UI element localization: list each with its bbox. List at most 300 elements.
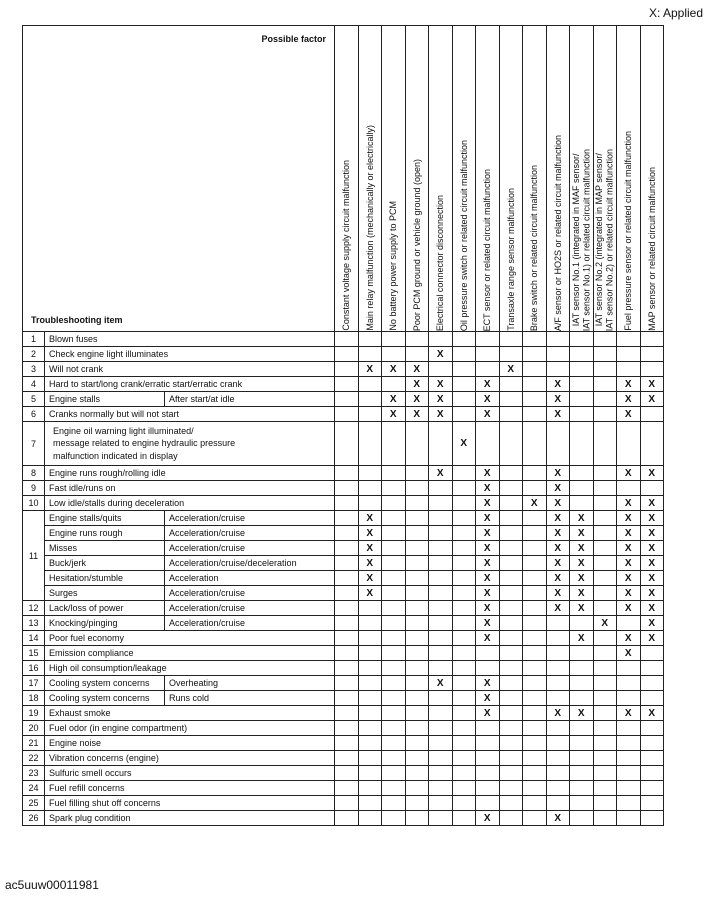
- empty-cell: [499, 571, 523, 586]
- troubleshooting-item: Fuel filling shut off concerns: [45, 796, 335, 811]
- factor-label-line: IAT sensor No.2 (integrated in MAP sensor/: [594, 153, 605, 327]
- empty-cell: [358, 481, 382, 496]
- troubleshooting-item: Engine stalls: [45, 392, 165, 407]
- empty-cell: [452, 541, 476, 556]
- empty-cell: [640, 811, 664, 826]
- applied-mark: X: [476, 571, 500, 586]
- empty-cell: [593, 466, 617, 481]
- applied-mark: X: [476, 586, 500, 601]
- empty-cell: [640, 407, 664, 422]
- empty-cell: [617, 661, 641, 676]
- empty-cell: [382, 571, 406, 586]
- empty-cell: [499, 661, 523, 676]
- item-number: 9: [23, 481, 45, 496]
- applied-mark: X: [405, 392, 429, 407]
- applied-mark: X: [358, 541, 382, 556]
- empty-cell: [523, 511, 547, 526]
- empty-cell: [452, 511, 476, 526]
- empty-cell: [476, 766, 500, 781]
- applied-mark: X: [640, 541, 664, 556]
- empty-cell: [640, 362, 664, 377]
- empty-cell: [593, 377, 617, 392]
- empty-cell: [523, 422, 547, 466]
- empty-cell: [358, 466, 382, 481]
- empty-cell: [358, 661, 382, 676]
- empty-cell: [570, 392, 594, 407]
- empty-cell: [405, 661, 429, 676]
- empty-cell: [335, 571, 359, 586]
- applied-mark: X: [476, 466, 500, 481]
- empty-cell: [499, 422, 523, 466]
- applied-mark: X: [617, 541, 641, 556]
- applied-mark: X: [358, 571, 382, 586]
- troubleshooting-item: Engine noise: [45, 736, 335, 751]
- empty-cell: [593, 601, 617, 616]
- applied-mark: X: [358, 362, 382, 377]
- factor-header: [429, 26, 453, 332]
- item-number: 4: [23, 377, 45, 392]
- table-row: [23, 466, 664, 481]
- empty-cell: [429, 571, 453, 586]
- factor-label: [459, 134, 469, 331]
- empty-cell: [640, 736, 664, 751]
- empty-cell: [358, 377, 382, 392]
- empty-cell: [382, 586, 406, 601]
- factor-label: [365, 119, 375, 331]
- empty-cell: [617, 332, 641, 347]
- empty-cell: [570, 721, 594, 736]
- troubleshooting-item: Low idle/stalls during deceleration: [45, 496, 335, 511]
- empty-cell: [593, 362, 617, 377]
- empty-cell: [523, 706, 547, 721]
- applied-mark: X: [382, 392, 406, 407]
- empty-cell: [335, 766, 359, 781]
- empty-cell: [358, 407, 382, 422]
- troubleshooting-item: Knocking/pinging: [45, 616, 165, 631]
- empty-cell: [570, 407, 594, 422]
- empty-cell: [382, 377, 406, 392]
- empty-cell: [429, 661, 453, 676]
- troubleshooting-item: Cranks normally but will not start: [45, 407, 335, 422]
- factor-header: [570, 26, 594, 332]
- item-condition: Acceleration/cruise/deceleration: [165, 556, 335, 571]
- factor-header: [452, 26, 476, 332]
- empty-cell: [523, 526, 547, 541]
- factor-label: [571, 143, 592, 331]
- empty-cell: [523, 691, 547, 706]
- factor-label-line: A/F sensor or HO2S or related circuit malfunction: [552, 134, 563, 331]
- empty-cell: [546, 347, 570, 362]
- troubleshooting-item: Check engine light illuminates: [45, 347, 335, 362]
- applied-mark: X: [570, 631, 594, 646]
- applied-mark: X: [358, 586, 382, 601]
- applied-mark: X: [546, 496, 570, 511]
- empty-cell: [452, 362, 476, 377]
- applied-mark: X: [640, 706, 664, 721]
- empty-cell: [617, 766, 641, 781]
- applied-mark: X: [546, 706, 570, 721]
- troubleshooting-item: Buck/jerk: [45, 556, 165, 571]
- applied-mark: X: [476, 392, 500, 407]
- empty-cell: [382, 481, 406, 496]
- factor-label: [594, 143, 615, 331]
- applied-mark: X: [429, 676, 453, 691]
- empty-cell: [382, 541, 406, 556]
- empty-cell: [476, 332, 500, 347]
- empty-cell: [405, 511, 429, 526]
- empty-cell: [476, 422, 500, 466]
- applied-mark: X: [570, 706, 594, 721]
- empty-cell: [382, 766, 406, 781]
- applied-mark: X: [617, 526, 641, 541]
- empty-cell: [405, 601, 429, 616]
- empty-cell: [452, 691, 476, 706]
- applied-mark: X: [523, 496, 547, 511]
- troubleshooting-item: High oil consumption/leakage: [45, 661, 335, 676]
- empty-cell: [382, 347, 406, 362]
- table-row: [23, 646, 664, 661]
- empty-cell: [429, 766, 453, 781]
- table-row: [23, 796, 664, 811]
- empty-cell: [570, 466, 594, 481]
- empty-cell: [546, 646, 570, 661]
- item-number: 1: [23, 332, 45, 347]
- empty-cell: [617, 347, 641, 362]
- empty-cell: [358, 751, 382, 766]
- empty-cell: [382, 556, 406, 571]
- empty-cell: [405, 631, 429, 646]
- factor-label: [623, 125, 633, 331]
- empty-cell: [499, 481, 523, 496]
- factor-label-line: No battery power supply to PCM: [388, 201, 399, 331]
- empty-cell: [640, 721, 664, 736]
- empty-cell: [593, 422, 617, 466]
- empty-cell: [617, 811, 641, 826]
- table-row: [23, 586, 664, 601]
- applied-mark: X: [617, 466, 641, 481]
- empty-cell: [452, 676, 476, 691]
- empty-cell: [476, 661, 500, 676]
- item-condition: Acceleration/cruise: [165, 541, 335, 556]
- empty-cell: [523, 811, 547, 826]
- applied-mark: X: [640, 571, 664, 586]
- empty-cell: [358, 631, 382, 646]
- applied-mark: X: [546, 511, 570, 526]
- empty-cell: [358, 691, 382, 706]
- applied-mark: X: [570, 541, 594, 556]
- applied-mark: X: [476, 481, 500, 496]
- empty-cell: [452, 466, 476, 481]
- empty-cell: [382, 706, 406, 721]
- empty-cell: [593, 511, 617, 526]
- factor-header: [617, 26, 641, 332]
- empty-cell: [523, 541, 547, 556]
- applied-mark: X: [546, 601, 570, 616]
- table-row: [23, 781, 664, 796]
- empty-cell: [593, 766, 617, 781]
- empty-cell: [405, 541, 429, 556]
- empty-cell: [523, 736, 547, 751]
- empty-cell: [382, 422, 406, 466]
- empty-cell: [452, 407, 476, 422]
- empty-cell: [640, 691, 664, 706]
- table-row: [23, 766, 664, 781]
- applied-mark: X: [452, 422, 476, 466]
- factor-label: [506, 182, 516, 331]
- empty-cell: [405, 586, 429, 601]
- empty-cell: [593, 526, 617, 541]
- empty-cell: [546, 736, 570, 751]
- empty-cell: [570, 616, 594, 631]
- factor-label: [341, 154, 351, 331]
- item-number: 15: [23, 646, 45, 661]
- empty-cell: [335, 347, 359, 362]
- empty-cell: [335, 616, 359, 631]
- table-row: [23, 721, 664, 736]
- empty-cell: [523, 601, 547, 616]
- empty-cell: [617, 676, 641, 691]
- empty-cell: [499, 706, 523, 721]
- empty-cell: [593, 691, 617, 706]
- applied-mark: X: [640, 601, 664, 616]
- applied-mark: X: [546, 466, 570, 481]
- table-row: [23, 706, 664, 721]
- empty-cell: [593, 811, 617, 826]
- applied-mark: X: [476, 511, 500, 526]
- item-number: 13: [23, 616, 45, 631]
- empty-cell: [523, 781, 547, 796]
- factor-header-row: [23, 26, 664, 332]
- troubleshooting-matrix: [22, 25, 664, 826]
- empty-cell: [617, 691, 641, 706]
- applied-mark: X: [640, 392, 664, 407]
- empty-cell: [335, 601, 359, 616]
- factor-header: [523, 26, 547, 332]
- factor-label-line: IAT sensor No.1) or related circuit malfunction: [581, 148, 592, 331]
- empty-cell: [429, 721, 453, 736]
- empty-cell: [405, 751, 429, 766]
- applied-mark: X: [546, 377, 570, 392]
- table-row: [23, 347, 664, 362]
- empty-cell: [452, 496, 476, 511]
- empty-cell: [358, 392, 382, 407]
- applied-mark: X: [476, 676, 500, 691]
- empty-cell: [335, 377, 359, 392]
- factor-header: [476, 26, 500, 332]
- empty-cell: [476, 796, 500, 811]
- empty-cell: [452, 811, 476, 826]
- factor-header: [405, 26, 429, 332]
- applied-mark: X: [640, 526, 664, 541]
- applied-mark: X: [476, 407, 500, 422]
- item-condition: Acceleration: [165, 571, 335, 586]
- empty-cell: [640, 347, 664, 362]
- empty-cell: [499, 736, 523, 751]
- troubleshooting-item: Surges: [45, 586, 165, 601]
- table-row: [23, 571, 664, 586]
- table-row: [23, 541, 664, 556]
- item-condition: Runs cold: [165, 691, 335, 706]
- empty-cell: [593, 541, 617, 556]
- empty-cell: [476, 736, 500, 751]
- empty-cell: [617, 796, 641, 811]
- empty-cell: [429, 526, 453, 541]
- empty-cell: [617, 781, 641, 796]
- factor-label-line: ECT sensor or related circuit malfunction: [482, 168, 493, 331]
- factor-label: [529, 159, 539, 331]
- empty-cell: [523, 661, 547, 676]
- empty-cell: [499, 796, 523, 811]
- applied-mark: X: [617, 646, 641, 661]
- empty-cell: [499, 811, 523, 826]
- applied-mark: X: [640, 377, 664, 392]
- troubleshooting-item: Exhaust smoke: [45, 706, 335, 721]
- applied-mark: X: [640, 556, 664, 571]
- empty-cell: [429, 332, 453, 347]
- empty-cell: [593, 646, 617, 661]
- empty-cell: [452, 721, 476, 736]
- empty-cell: [570, 691, 594, 706]
- empty-cell: [617, 422, 641, 466]
- empty-cell: [358, 601, 382, 616]
- applied-mark: X: [405, 377, 429, 392]
- empty-cell: [382, 332, 406, 347]
- troubleshooting-item: Fuel refill concerns: [45, 781, 335, 796]
- empty-cell: [523, 586, 547, 601]
- empty-cell: [617, 362, 641, 377]
- applied-mark: X: [476, 706, 500, 721]
- empty-cell: [429, 616, 453, 631]
- empty-cell: [617, 616, 641, 631]
- applied-mark: X: [546, 481, 570, 496]
- empty-cell: [523, 796, 547, 811]
- empty-cell: [523, 631, 547, 646]
- empty-cell: [405, 347, 429, 362]
- empty-cell: [405, 811, 429, 826]
- empty-cell: [452, 571, 476, 586]
- factor-label: [388, 195, 398, 331]
- applied-mark: X: [617, 706, 641, 721]
- empty-cell: [593, 571, 617, 586]
- empty-cell: [429, 481, 453, 496]
- empty-cell: [452, 766, 476, 781]
- empty-cell: [593, 392, 617, 407]
- applied-mark: X: [358, 526, 382, 541]
- troubleshooting-item: [45, 422, 335, 466]
- possible-factor-label: Possible factor: [261, 34, 327, 44]
- empty-cell: [593, 556, 617, 571]
- empty-cell: [405, 676, 429, 691]
- empty-cell: [546, 676, 570, 691]
- empty-cell: [335, 466, 359, 481]
- empty-cell: [499, 766, 523, 781]
- empty-cell: [405, 616, 429, 631]
- factor-label-line: Poor PCM ground or vehicle ground (open): [411, 158, 422, 331]
- troubleshooting-item: Hesitation/stumble: [45, 571, 165, 586]
- item-condition: Overheating: [165, 676, 335, 691]
- empty-cell: [429, 511, 453, 526]
- item-number: 11: [23, 511, 45, 601]
- empty-cell: [335, 526, 359, 541]
- empty-cell: [499, 332, 523, 347]
- empty-cell: [382, 811, 406, 826]
- applied-mark: X: [617, 496, 641, 511]
- empty-cell: [335, 796, 359, 811]
- item-number: 14: [23, 631, 45, 646]
- troubleshooting-item: Sulfuric smell occurs: [45, 766, 335, 781]
- empty-cell: [523, 556, 547, 571]
- empty-cell: [429, 601, 453, 616]
- empty-cell: [523, 571, 547, 586]
- table-row: [23, 526, 664, 541]
- applied-mark: X: [640, 496, 664, 511]
- empty-cell: [405, 796, 429, 811]
- applied-mark: X: [640, 511, 664, 526]
- troubleshooting-item: Spark plug condition: [45, 811, 335, 826]
- table-row: [23, 676, 664, 691]
- empty-cell: [452, 736, 476, 751]
- empty-cell: [429, 751, 453, 766]
- header-corner: [23, 26, 335, 332]
- item-number: 17: [23, 676, 45, 691]
- table-row: [23, 422, 664, 466]
- empty-cell: [640, 781, 664, 796]
- empty-cell: [546, 781, 570, 796]
- empty-cell: [382, 466, 406, 481]
- empty-cell: [335, 676, 359, 691]
- empty-cell: [593, 676, 617, 691]
- factor-label-line: Main relay malfunction (mechanically or electrically): [364, 125, 375, 331]
- troubleshooting-item-label: Troubleshooting item: [31, 315, 123, 325]
- empty-cell: [382, 511, 406, 526]
- empty-cell: [405, 466, 429, 481]
- applied-mark: X: [429, 347, 453, 362]
- empty-cell: [452, 796, 476, 811]
- factor-label-line: Brake switch or related circuit malfunction: [529, 164, 540, 331]
- factor-label: [553, 129, 563, 331]
- empty-cell: [476, 751, 500, 766]
- empty-cell: [335, 362, 359, 377]
- item-number: 24: [23, 781, 45, 796]
- applied-mark: X: [476, 616, 500, 631]
- empty-cell: [546, 691, 570, 706]
- empty-cell: [358, 676, 382, 691]
- empty-cell: [335, 556, 359, 571]
- empty-cell: [523, 332, 547, 347]
- item-number: 10: [23, 496, 45, 511]
- empty-cell: [405, 496, 429, 511]
- applied-mark: X: [546, 811, 570, 826]
- empty-cell: [640, 481, 664, 496]
- factor-header: [593, 26, 617, 332]
- applied-mark: X: [476, 811, 500, 826]
- factor-label-line: Fuel pressure sensor or related circuit malfunction: [623, 131, 634, 331]
- empty-cell: [499, 526, 523, 541]
- applied-mark: X: [476, 377, 500, 392]
- empty-cell: [523, 721, 547, 736]
- empty-cell: [593, 347, 617, 362]
- empty-cell: [358, 721, 382, 736]
- empty-cell: [546, 616, 570, 631]
- empty-cell: [593, 721, 617, 736]
- table-row: [23, 661, 664, 676]
- empty-cell: [405, 646, 429, 661]
- empty-cell: [640, 661, 664, 676]
- document-id: ac5uuw00011981: [5, 878, 99, 892]
- empty-cell: [382, 646, 406, 661]
- empty-cell: [570, 481, 594, 496]
- factor-label: [647, 161, 657, 331]
